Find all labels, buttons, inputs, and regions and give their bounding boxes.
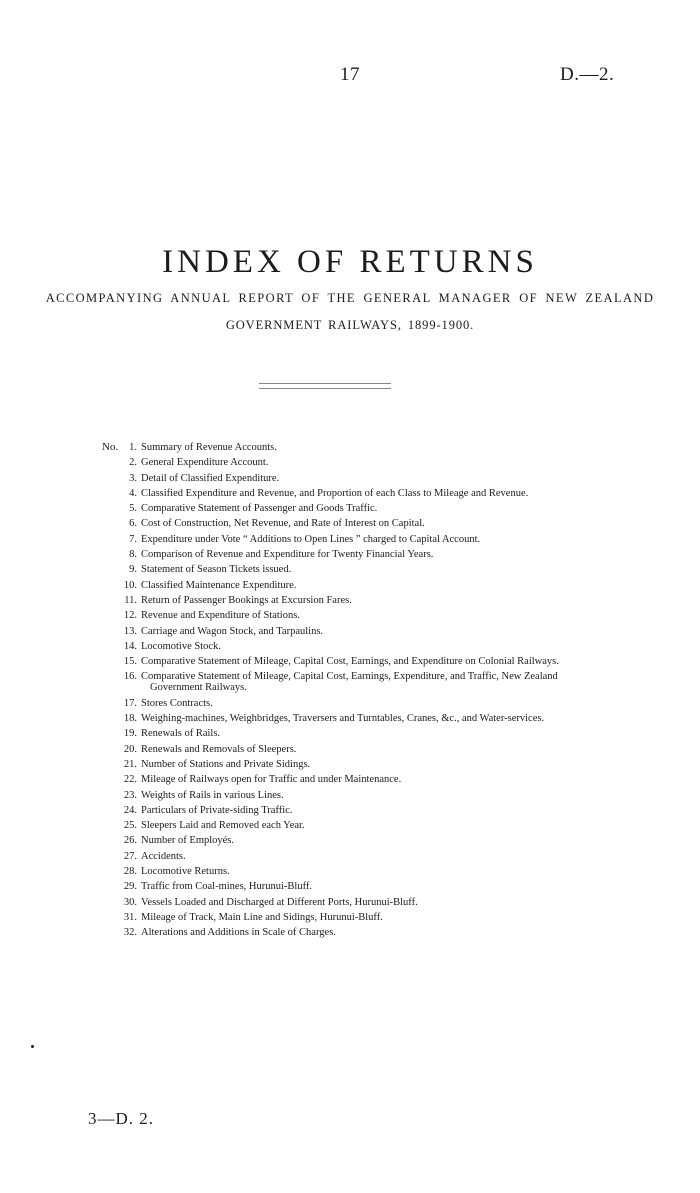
margin-mark bbox=[31, 1045, 34, 1048]
return-title: Revenue and Expenditure of Stations. bbox=[141, 610, 300, 622]
return-title: Mileage of Track, Main Line and Sidings, Hurunui-Bluff. bbox=[141, 911, 383, 923]
return-entry bbox=[0, 726, 700, 741]
return-entry bbox=[0, 624, 700, 639]
return-title: Weighing-machines, Weighbridges, Traversers and Turntables, Cranes, &c., and Water-services. bbox=[141, 713, 545, 725]
return-entry bbox=[0, 696, 700, 711]
return-number: 17. bbox=[123, 697, 137, 709]
list-item bbox=[0, 486, 700, 501]
list-item bbox=[0, 803, 700, 818]
list-item bbox=[0, 879, 700, 894]
list-item bbox=[0, 910, 700, 925]
list-item bbox=[0, 624, 700, 639]
list-item bbox=[0, 726, 700, 741]
return-number: 13. bbox=[123, 625, 137, 637]
list-item bbox=[0, 501, 700, 516]
return-title: Traffic from Coal-mines, Hurunui-Bluff. bbox=[141, 881, 312, 893]
list-item bbox=[0, 711, 700, 726]
list-item bbox=[0, 471, 700, 486]
return-number: 30. bbox=[123, 896, 137, 908]
return-number: 16. bbox=[123, 671, 137, 683]
return-entry bbox=[0, 833, 700, 848]
document-reference: D.—2. bbox=[560, 64, 615, 85]
return-entry bbox=[0, 849, 700, 864]
return-title: General Expenditure Account. bbox=[141, 457, 269, 469]
subtitle-line-2: GOVERNMENT RAILWAYS, 1899-1900. bbox=[225, 318, 475, 332]
page-number: 17 bbox=[340, 64, 360, 85]
list-item bbox=[0, 864, 700, 879]
return-number: 9. bbox=[129, 564, 137, 576]
list-item bbox=[0, 440, 700, 455]
return-title: Comparative Statement of Mileage, Capital Cost, Earnings, Expenditure, and Traffic, New Zealand bbox=[141, 671, 558, 683]
return-entry bbox=[0, 639, 700, 654]
return-title: Accidents. bbox=[141, 850, 186, 862]
return-title-continuation: Government Railways. bbox=[150, 681, 247, 693]
list-item bbox=[0, 818, 700, 833]
return-number: 24. bbox=[123, 804, 137, 816]
title-divider bbox=[259, 383, 391, 389]
return-entry bbox=[0, 788, 700, 803]
return-number: 23. bbox=[123, 789, 137, 801]
return-number: 21. bbox=[123, 758, 137, 770]
return-entry bbox=[0, 879, 700, 894]
return-entry bbox=[0, 864, 700, 879]
list-item bbox=[0, 654, 700, 669]
return-title: Locomotive Stock. bbox=[141, 640, 221, 652]
return-number: 1. bbox=[129, 442, 137, 453]
return-entry bbox=[0, 578, 700, 593]
list-item bbox=[0, 639, 700, 654]
return-title: Sleepers Laid and Removed each Year. bbox=[141, 820, 305, 832]
return-number: 3. bbox=[129, 472, 137, 484]
list-item bbox=[0, 593, 700, 608]
return-entry bbox=[0, 711, 700, 726]
return-entry bbox=[0, 593, 700, 608]
page-title: INDEX OF RETURNS bbox=[162, 244, 538, 280]
return-entry bbox=[0, 547, 700, 562]
return-number: 6. bbox=[129, 518, 137, 530]
return-title: Renewals and Removals of Sleepers. bbox=[141, 743, 297, 755]
return-entry bbox=[0, 910, 700, 925]
return-title: Renewals of Rails. bbox=[141, 728, 221, 740]
return-title: Comparative Statement of Mileage, Capital Cost, Earnings, and Expenditure on Colonial Railways. bbox=[141, 656, 559, 668]
return-entry bbox=[0, 757, 700, 772]
return-number: 32. bbox=[123, 927, 137, 939]
return-entry bbox=[0, 654, 700, 669]
return-title: Classified Maintenance Expenditure. bbox=[141, 579, 297, 591]
return-title: Stores Contracts. bbox=[141, 697, 213, 709]
list-item bbox=[0, 788, 700, 803]
return-title: Return of Passenger Bookings at Excursion Fares. bbox=[141, 594, 352, 606]
return-entry bbox=[0, 455, 700, 470]
footer-signature: 3—D. 2. bbox=[88, 1109, 155, 1128]
return-entry bbox=[0, 486, 700, 501]
return-title: Alterations and Additions in Scale of Charges. bbox=[141, 927, 336, 939]
return-number: 28. bbox=[123, 866, 137, 878]
list-item bbox=[0, 742, 700, 757]
return-title: Number of Employés. bbox=[141, 835, 235, 847]
return-title: Locomotive Returns. bbox=[141, 866, 230, 878]
return-number: 10. bbox=[123, 579, 137, 591]
return-number: 11. bbox=[124, 594, 137, 606]
subtitle-line-1: ACCOMPANYING ANNUAL REPORT OF THE GENERAL MANAGER OF NEW ZEALAND bbox=[45, 291, 655, 305]
return-title: Mileage of Railways open for Traffic and under Maintenance. bbox=[141, 774, 402, 786]
return-title: Expenditure under Vote “ Additions to Open Lines ” charged to Capital Account. bbox=[141, 533, 481, 545]
return-number: 2. bbox=[129, 457, 137, 469]
return-number: 26. bbox=[123, 835, 137, 847]
return-title: Summary of Revenue Accounts. bbox=[141, 442, 277, 453]
return-number: 12. bbox=[123, 610, 137, 622]
list-number-label: No. bbox=[102, 441, 119, 453]
return-title: Carriage and Wagon Stock, and Tarpaulins. bbox=[141, 625, 324, 637]
list-item bbox=[0, 833, 700, 848]
list-item bbox=[0, 696, 700, 711]
return-title: Comparative Statement of Passenger and Goods Traffic. bbox=[141, 503, 378, 515]
return-title: Number of Stations and Private Sidings. bbox=[141, 758, 311, 770]
return-number: 15. bbox=[123, 656, 137, 668]
return-entry bbox=[0, 608, 700, 623]
return-title: Particulars of Private-siding Traffic. bbox=[141, 804, 293, 816]
returns-list bbox=[0, 440, 700, 941]
return-number: 8. bbox=[129, 549, 137, 561]
list-item bbox=[0, 532, 700, 547]
return-entry bbox=[0, 501, 700, 516]
list-item bbox=[0, 757, 700, 772]
return-number: 20. bbox=[123, 743, 137, 755]
return-number: 27. bbox=[123, 850, 137, 862]
list-item bbox=[0, 516, 700, 531]
list-item bbox=[0, 669, 700, 692]
return-number: 4. bbox=[129, 487, 137, 499]
return-entry bbox=[0, 772, 700, 787]
return-title: Comparison of Revenue and Expenditure for Twenty Financial Years. bbox=[141, 549, 434, 561]
return-number: 14. bbox=[123, 640, 137, 652]
list-item bbox=[0, 547, 700, 562]
return-entry bbox=[0, 516, 700, 531]
return-entry bbox=[0, 562, 700, 577]
return-entry bbox=[0, 440, 700, 455]
list-item bbox=[0, 772, 700, 787]
list-item bbox=[0, 925, 700, 940]
return-number: 18. bbox=[123, 713, 137, 725]
return-number: 25. bbox=[123, 820, 137, 832]
return-number: 31. bbox=[123, 911, 137, 923]
list-item bbox=[0, 608, 700, 623]
return-number: 22. bbox=[123, 774, 137, 786]
list-item bbox=[0, 562, 700, 577]
return-title: Weights of Rails in various Lines. bbox=[141, 789, 284, 801]
return-title: Vessels Loaded and Discharged at Different Ports, Hurunui-Bluff. bbox=[141, 896, 418, 908]
return-entry bbox=[0, 803, 700, 818]
return-entry bbox=[0, 925, 700, 940]
list-item bbox=[0, 455, 700, 470]
list-item bbox=[0, 578, 700, 593]
return-entry bbox=[0, 818, 700, 833]
return-title: Cost of Construction, Net Revenue, and Rate of Interest on Capital. bbox=[141, 518, 425, 530]
return-number: 5. bbox=[129, 503, 137, 515]
return-entry bbox=[0, 895, 700, 910]
list-item bbox=[0, 849, 700, 864]
return-entry bbox=[0, 471, 700, 486]
return-number: 7. bbox=[129, 533, 137, 545]
return-title: Statement of Season Tickets issued. bbox=[141, 564, 292, 576]
return-entry bbox=[0, 742, 700, 757]
return-number: 29. bbox=[123, 881, 137, 893]
return-number: 19. bbox=[123, 728, 137, 740]
return-title: Classified Expenditure and Revenue, and Proportion of each Class to Mileage and Revenue. bbox=[141, 487, 529, 499]
return-entry bbox=[0, 532, 700, 547]
return-title: Detail of Classified Expenditure. bbox=[141, 472, 280, 484]
list-item bbox=[0, 895, 700, 910]
